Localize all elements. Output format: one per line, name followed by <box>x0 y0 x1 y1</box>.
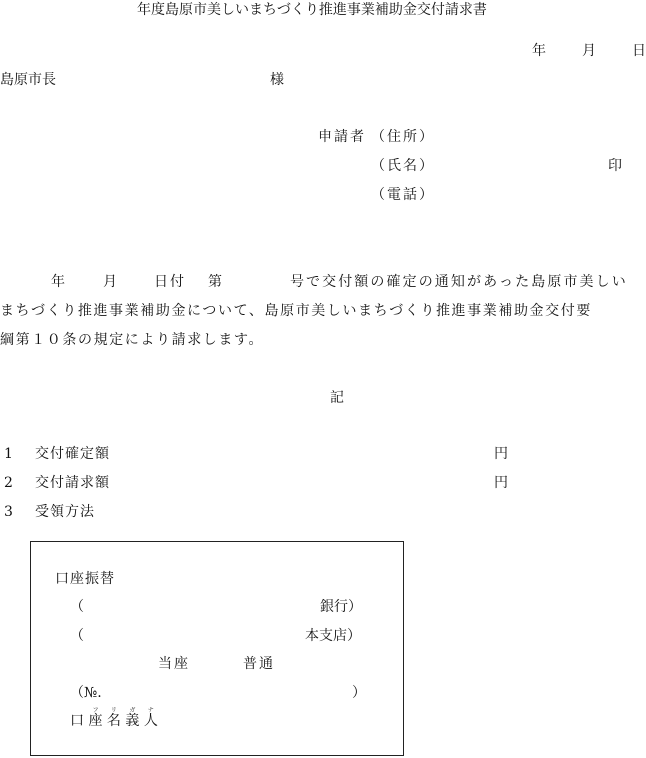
account-type-ordinary: 普通 <box>243 656 275 672</box>
applicant-name-label: （氏名） <box>371 158 435 174</box>
item-3-label: 受領方法 <box>35 504 95 520</box>
account-number-close-paren: ） <box>352 685 366 701</box>
account-type-current: 当座 <box>158 656 190 672</box>
date-day-label: 日 <box>632 43 646 59</box>
holder-ruby-1: 座フ <box>88 707 103 729</box>
item-2-number: 2 <box>4 475 13 491</box>
date-month-label: 月 <box>582 43 596 59</box>
page-title: 年度島原市美しいまちづくり推進事業補助金交付請求書 <box>137 2 487 18</box>
item-1-unit: 円 <box>494 446 508 462</box>
holder-ruby-4: 人ナ <box>143 707 158 729</box>
bank-open-paren: （ <box>70 599 84 615</box>
item-1-label: 交付確定額 <box>35 446 110 462</box>
body-line3: 綱第１０条の規定により請求します。 <box>0 332 265 348</box>
bank-box-heading: 口座振替 <box>55 571 115 587</box>
body-month: 月 <box>103 274 117 290</box>
body-line2: まちづくり推進事業補助金について、島原市美しいまちづくり推進事業補助金交付要 <box>0 303 592 319</box>
bank-suffix: 銀行） <box>320 599 362 615</box>
seal-mark: 印 <box>608 158 622 174</box>
item-1-number: 1 <box>4 446 13 462</box>
body-day: 日付 <box>154 274 186 290</box>
account-holder-label <box>70 707 158 728</box>
branch-open-paren: （ <box>70 628 84 644</box>
body-year: 年 <box>51 274 65 290</box>
account-number-label: （№. <box>70 685 102 701</box>
ki-heading: 記 <box>330 390 344 406</box>
item-2-label: 交付請求額 <box>35 475 110 491</box>
applicant-label: 申請者 <box>318 129 366 145</box>
holder-char-1: 口 <box>70 713 84 729</box>
addressee-name: 島原市長 <box>0 72 56 88</box>
holder-ruby-3: 義ガ <box>125 707 140 729</box>
addressee-honorific: 様 <box>270 72 284 88</box>
body-number-suffix: 号 <box>290 274 304 290</box>
holder-ruby-2: 名リ <box>106 707 121 729</box>
item-2-unit: 円 <box>494 475 508 491</box>
applicant-phone-label: （電話） <box>371 187 435 203</box>
date-year-label: 年 <box>532 43 546 59</box>
branch-suffix: 本支店） <box>305 628 361 644</box>
body-line1-rest: で交付額の確定の通知があった島原市美しい <box>306 274 628 290</box>
item-3-number: 3 <box>4 504 13 520</box>
applicant-address-label: （住所） <box>371 129 435 145</box>
body-number-prefix: 第 <box>208 274 222 290</box>
